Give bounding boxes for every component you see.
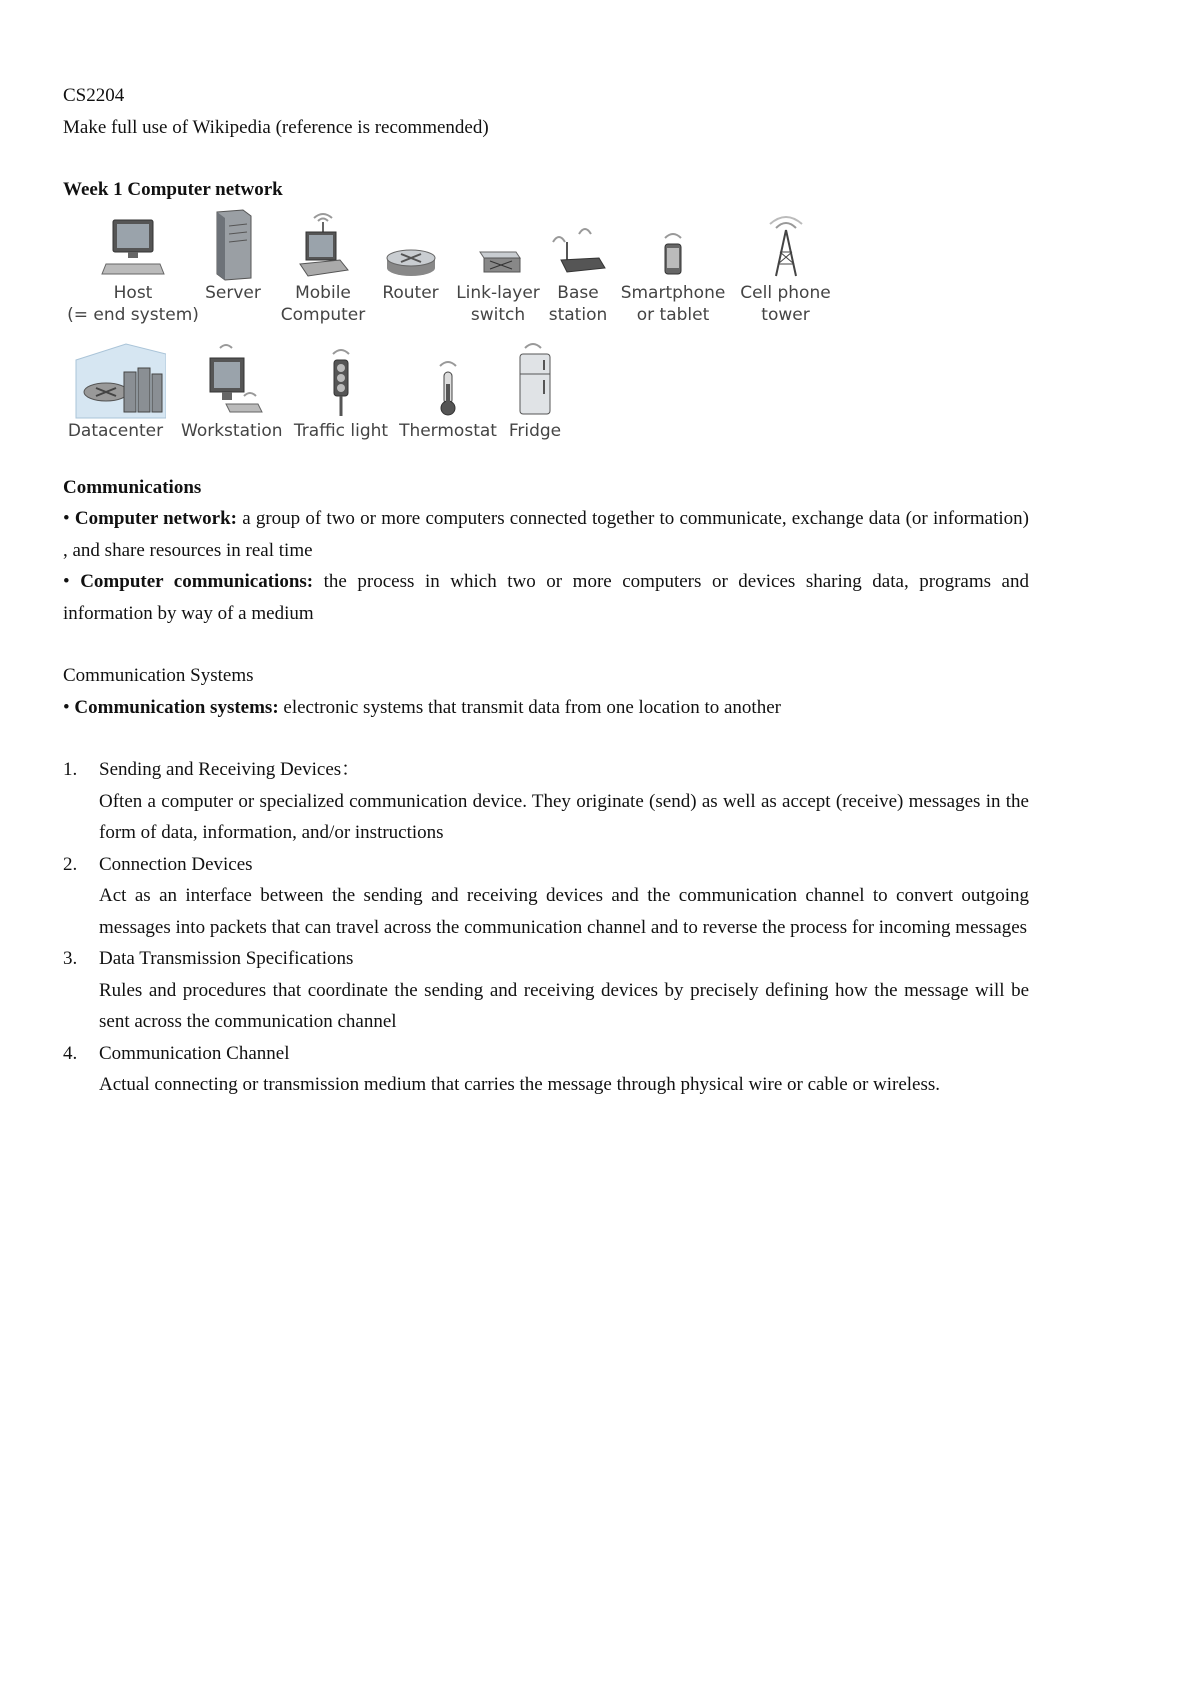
base-station-icon <box>543 212 613 282</box>
mobile-computer-icon <box>288 208 358 282</box>
cell-tower-sublabel: tower <box>761 304 810 325</box>
document-page <box>63 80 1029 1101</box>
communications-heading: Communications <box>63 476 202 498</box>
mobile-computer-sublabel: Computer <box>280 304 366 325</box>
server-label: Server <box>205 282 261 303</box>
traffic-light-label: Traffic light <box>293 420 389 441</box>
thermostat-icon <box>423 340 473 420</box>
item-number: 2. <box>63 853 78 875</box>
cell-tower-item <box>733 212 838 326</box>
workstation-item <box>181 340 281 442</box>
bullet-term: Communication systems: <box>74 696 279 718</box>
server-icon <box>203 208 263 282</box>
bullet-text: a group of two or more computers connected together to communicate, exchange data (or information) , and share resources in real time <box>63 508 1029 561</box>
item-title: Sending and Receiving Devices： <box>99 759 361 780</box>
host-item <box>63 212 203 326</box>
item-number: 4. <box>63 1042 78 1064</box>
base-station-label: Base <box>557 282 599 303</box>
link-layer-switch-icon <box>468 212 528 282</box>
components-list <box>63 754 1029 1101</box>
smartphone-icon <box>643 212 703 282</box>
router-item <box>368 212 453 304</box>
bullet-computer-communications <box>63 566 1029 629</box>
mobile-computer-label: Mobile <box>295 282 351 303</box>
base-station-item <box>533 212 623 326</box>
item-description: Actual connecting or transmission medium that carries the message through physical wire or cable or wireless. <box>99 1074 941 1095</box>
datacenter-label: Datacenter <box>67 420 164 441</box>
item-description: Rules and procedures that coordinate the sending and receiving devices by precisely defining how the message will be sent across the communication channel <box>99 979 1029 1032</box>
wikipedia-note: Make full use of Wikipedia (reference is recommended) <box>63 116 489 138</box>
bullet-term: Computer communications: <box>80 571 314 592</box>
smartphone-label: Smartphone <box>620 282 726 303</box>
server-item <box>193 208 273 304</box>
traffic-light-item <box>291 340 391 442</box>
datacenter-item <box>63 340 168 442</box>
base-station-sublabel: station <box>548 304 608 325</box>
datacenter-icon <box>66 340 166 420</box>
router-icon <box>381 212 441 282</box>
host-sublabel: (= end system) <box>67 304 199 325</box>
thermostat-item <box>398 340 498 442</box>
link-layer-switch-sublabel: switch <box>470 304 526 325</box>
bullet-term: Computer network: <box>74 508 237 529</box>
network-devices-figure <box>63 212 903 452</box>
mobile-computer-item <box>268 208 378 326</box>
fridge-item <box>495 340 575 442</box>
cell-tower-icon <box>756 212 816 282</box>
item-title: Communication Channel <box>99 1042 290 1064</box>
smartphone-item <box>618 212 728 326</box>
traffic-light-icon <box>316 340 366 420</box>
item-number: 3. <box>63 948 78 969</box>
host-label: Host <box>113 282 153 303</box>
list-item <box>63 943 1029 1038</box>
systems-heading: Communication Systems <box>63 665 254 686</box>
item-title: Connection Devices <box>99 853 253 875</box>
list-item <box>63 754 1029 849</box>
cell-tower-label: Cell phone <box>740 282 831 303</box>
thermostat-label: Thermostat <box>399 420 497 441</box>
bullet-text: the process in which two or more computers or devices sharing data, programs and information by way of a medium <box>63 571 1029 624</box>
item-number: 1. <box>63 759 78 780</box>
section-title: Week 1 Computer network <box>63 179 283 200</box>
item-description: Often a computer or specialized communication device. They originate (send) as well as accept (receive) messages in the form of data, information, and/or instructions <box>99 790 1029 843</box>
bullet-icon: • <box>63 508 70 529</box>
bullet-text: electronic systems that transmit data from one location to another <box>278 696 781 718</box>
fridge-icon <box>510 340 560 420</box>
smartphone-sublabel: or tablet <box>636 304 710 325</box>
bullet-communication-systems <box>63 692 1029 724</box>
link-layer-switch-label: Link-layer <box>456 282 540 303</box>
host-icon <box>98 212 168 282</box>
bullet-computer-network <box>63 503 1029 566</box>
item-title: Data Transmission Specifications <box>99 948 354 969</box>
item-description: Act as an interface between the sending and receiving devices and the communication channel to convert outgoing messages into packets that can travel across the communication channel and to reverse the process for incoming messages <box>99 885 1029 938</box>
workstation-label: Workstation <box>181 420 283 441</box>
router-label: Router <box>382 282 439 303</box>
bullet-icon: • <box>63 696 70 718</box>
fridge-label: Fridge <box>508 420 562 441</box>
bullet-icon: • <box>63 571 70 592</box>
list-item <box>63 849 1029 944</box>
list-item <box>63 1038 1029 1101</box>
workstation-icon <box>196 340 266 420</box>
course-code: CS2204 <box>63 85 125 106</box>
